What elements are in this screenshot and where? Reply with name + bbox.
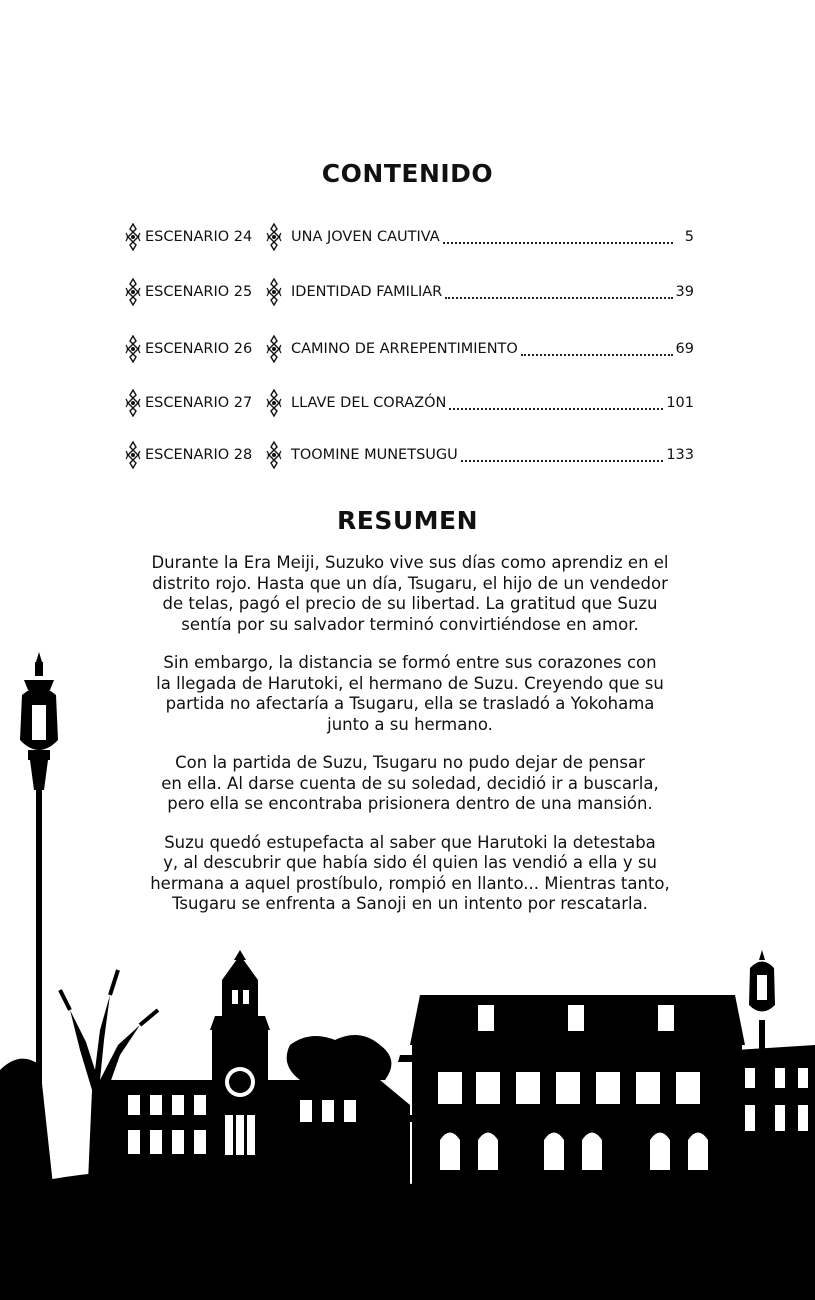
toc-chapter: LLAVE DEL CORAZÓN: [291, 395, 447, 411]
toc-entry[interactable]: [124, 277, 694, 307]
ornament-icon: [124, 389, 142, 417]
summary-paragraph: Con la partida de Suzu, Tsugaru no pudo dejar de pensar en ella. Al darse cuenta de su soledad, decidió ir a buscarla, pero ella se encontraba prisionera dentro de una mansión.: [161, 753, 659, 813]
ornament-icon: [265, 335, 283, 363]
summary-title: RESUMEN: [336, 506, 478, 535]
toc-leader: [443, 241, 673, 244]
summary-paragraph: Suzu quedó estupefacta al saber que Harutoki la detestaba y, al descubrir que había sido él quien las vendió a ella y su hermana a aquel prostíbulo, rompió en llanto... Mientras tanto, Tsugaru se enfrenta a Sanoji en un intento por rescatarla.: [150, 832, 670, 913]
toc-chapter: IDENTIDAD FAMILIAR: [291, 284, 443, 300]
toc-scenario: ESCENARIO 27: [145, 395, 253, 411]
contents-title: CONTENIDO: [321, 159, 494, 188]
ornament-icon: [124, 223, 142, 251]
toc-leader: [461, 459, 664, 462]
toc-page: 133: [666, 447, 694, 463]
toc-scenario: ESCENARIO 25: [145, 284, 253, 300]
summary-paragraph: Sin embargo, la distancia se formó entre sus corazones con la llegada de Harutoki, el hermano de Suzu. Creyendo que su partida no afectaría a Tsugaru, ella se trasladó a Yokohama junto a su hermano.: [156, 653, 664, 734]
ornament-icon: [265, 278, 283, 306]
toc-entry[interactable]: [124, 334, 694, 364]
toc-entry[interactable]: [124, 222, 694, 252]
toc-entry[interactable]: [124, 388, 694, 418]
toc-leader: [449, 407, 663, 410]
toc-leader: [521, 353, 673, 356]
toc-page: 5: [684, 229, 694, 245]
toc-chapter: UNA JOVEN CAUTIVA: [291, 229, 440, 245]
toc-entry[interactable]: [124, 440, 694, 470]
toc-leader: [445, 296, 672, 299]
toc-page: 39: [675, 284, 694, 300]
toc-page: 101: [666, 395, 694, 411]
toc-chapter: TOOMINE MUNETSUGU: [291, 447, 458, 463]
ornament-icon: [124, 278, 142, 306]
summary-paragraph: Durante la Era Meiji, Suzuko vive sus días como aprendiz en el distrito rojo. Hasta que un día, Tsugaru, el hijo de un vendedor de telas, pagó el precio de su libertad. La gratitud que Suzu sentía por su salvador terminó convirtiéndose en amor.: [151, 553, 669, 634]
toc-scenario: ESCENARIO 28: [145, 447, 253, 463]
toc-page: 69: [675, 341, 694, 357]
toc-scenario: ESCENARIO 26: [145, 341, 253, 357]
toc-chapter: CAMINO DE ARREPENTIMIENTO: [291, 341, 518, 357]
ornament-icon: [265, 223, 283, 251]
ornament-icon: [265, 441, 283, 469]
toc-scenario: ESCENARIO 24: [145, 229, 253, 245]
ornament-icon: [124, 335, 142, 363]
ornament-icon: [265, 389, 283, 417]
ornament-icon: [124, 441, 142, 469]
summary-text: [120, 553, 700, 933]
